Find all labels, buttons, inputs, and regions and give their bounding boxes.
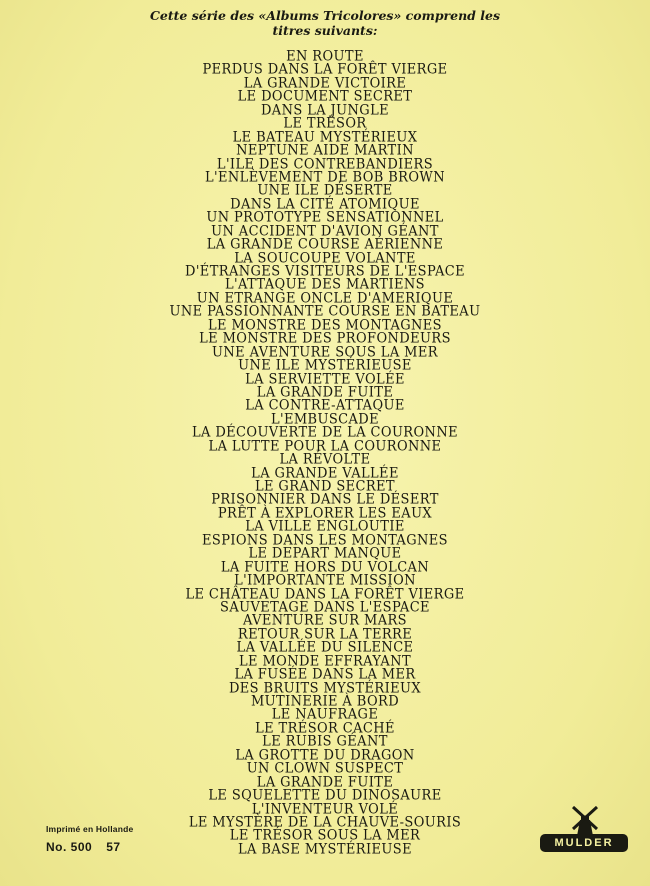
intro-text [0,8,650,38]
title-item: LA CONTRE-ATTAQUE [245,397,405,414]
title-item: ESPIONS DANS LES MONTAGNES [202,532,448,549]
title-item: AVENTURE SUR MARS [242,612,407,629]
imprint [46,824,135,854]
publisher-name: MULDER [540,834,628,852]
title-item: LA GRANDE FUITE [256,774,394,791]
title-item: UN PROTOTYPE SENSATIONNEL [206,209,444,226]
title-item: LE SQUELETTE DU DINOSAURE [208,787,442,804]
title-item: UN ACCIDENT D'AVION GÉANT [211,223,439,240]
title-item: LA VALLÉE DU SILENCE [236,639,414,656]
title-item: LE MONSTRE DES MONTAGNES [208,317,442,334]
title-item: L'ILE DES CONTREBANDIERS [216,155,434,173]
title-item: L'ENLÈVEMENT DE BOB BROWN [205,169,445,186]
title-item: LA DÉCOUVERTE DE LA COURONNE [191,424,458,441]
title-item: L'INVENTEUR VOLÉ [251,800,399,818]
title-item: EN ROUTE [286,48,364,65]
title-item: RETOUR SUR LA TERRE [237,626,413,643]
catalog-number-label: No. 500 [46,840,93,854]
title-item: PERDUS DANS LA FORÊT VIERGE [202,61,448,79]
title-item: LE GRAND SECRET [254,478,396,495]
catalog-number-code: 57 [106,840,121,854]
printed-in: Imprimé en Hollande [46,824,134,834]
title-item: LE TRÉSOR [283,115,367,132]
title-item: LA GRANDE FUITE [256,384,394,401]
title-item: LE CHÂTEAU DANS LA FORÊT VIERGE [185,585,465,603]
title-item: PRÊT À EXPLORER LES EAUX [217,505,433,522]
title-item: LA GROTTE DU DRAGON [235,747,415,764]
title-item: DES BRUITS MYSTÉRIEUX [228,679,422,697]
catalog-number [46,840,135,854]
title-item: DANS LA CITÉ ATOMIQUE [230,196,420,213]
title-item: SAUVETAGE DANS L'ESPACE [220,599,430,616]
title-item: LA FUSÉE DANS LA MER [234,666,416,683]
title-item: LA BASE MYSTÉRIEUSE [238,841,412,858]
title-item: UNE PASSIONNANTE COURSE EN BATEAU [169,303,481,320]
title-item: UN CLOWN SUSPECT [246,760,404,777]
title-item: MUTINERIE À BORD [250,693,400,710]
title-item: LA SOUCOUPE VOLANTE [234,249,416,267]
title-item: NEPTUNE AIDE MARTIN [236,142,414,159]
title-list [0,50,650,856]
publisher-logo [540,806,630,854]
title-item: LA VILLE ENGLOUTIE [245,518,405,535]
intro-line-2: titres suivants: [272,23,378,38]
title-item: DANS LA JUNGLE [260,102,390,119]
title-item: UNE ILE DÉSERTE [257,182,393,199]
intro-line-1: Cette série des «Albums Tricolores» comprend les [149,8,501,23]
title-item: UN ETRANGE ONCLE D'AMERIQUE [196,290,454,307]
title-item: LA GRANDE VICTOIRE [243,75,407,92]
windmill-icon [540,806,630,836]
title-item: LE TRÉSOR CACHÉ [255,720,395,737]
title-item: LA SERVIETTE VOLÉE [245,370,405,388]
title-item: L'IMPORTANTE MISSION [234,572,416,589]
title-item: LE MYSTÈRE DE LA CHAUVE-SOURIS [188,814,462,831]
title-item: LE DEPART MANQUE [248,545,402,562]
title-item: LE MONDE EFFRAYANT [238,653,412,670]
title-item: L'EMBUSCADE [270,411,380,428]
title-item: LE DOCUMENT SECRET [237,88,413,105]
title-item: LA RÉVOLTE [279,451,371,468]
title-item: L'ATTAQUE DES MARTIENS [225,276,425,294]
title-item: LE NAUFRAGE [271,706,379,724]
title-item: LE RUBIS GÉANT [262,733,388,750]
title-item: LE MONSTRE DES PROFONDEURS [199,330,451,347]
title-item: LA LUTTE POUR LA COURONNE [208,438,442,455]
title-item: LA GRANDE VALLÉE [251,464,399,482]
title-item: LA FUITE HORS DU VOLCAN [220,559,430,576]
title-item: LE BATEAU MYSTÉRIEUX [232,129,418,146]
title-item: LE TRÉSOR SOUS LA MER [229,827,421,844]
title-item: UNE ILE MYSTÉRIEUSE [238,357,412,374]
title-item: D'ÉTRANGES VISITEURS DE L'ESPACE [185,263,465,280]
title-item: UNE AVENTURE SOUS LA MER [212,344,438,361]
title-item: PRISONNIER DANS LE DÉSERT [211,491,439,509]
title-item: LA GRANDE COURSE AÉRIENNE [206,236,444,253]
